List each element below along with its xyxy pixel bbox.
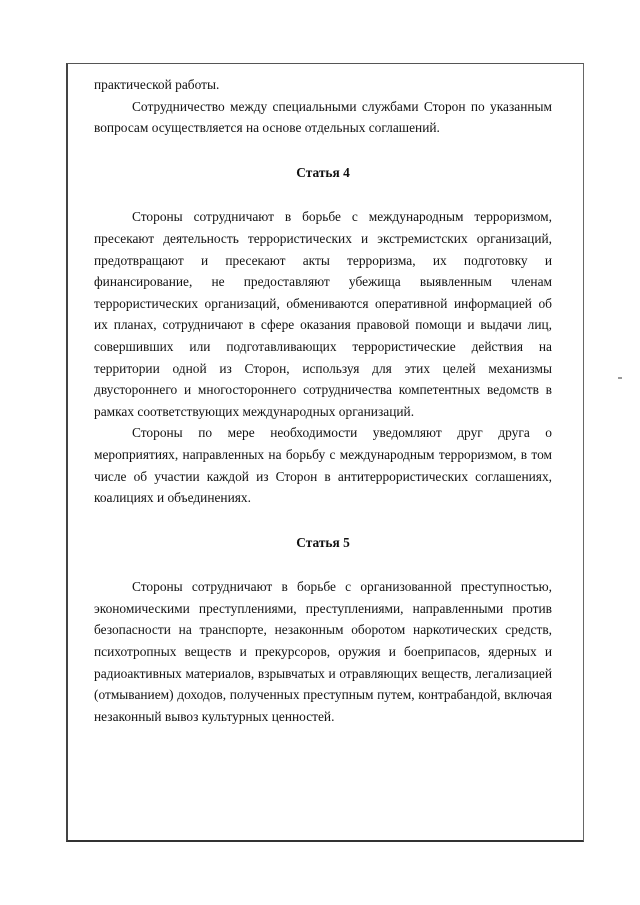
article-4-heading: Статья 4 xyxy=(296,164,350,180)
article-5-heading: Статья 5 xyxy=(296,534,350,550)
document-body xyxy=(94,74,552,727)
continuation-line: практической работы. xyxy=(94,77,220,92)
article-5-paragraph-1: Стороны сотрудничают в борьбе с организованной преступностью, экономическими преступлениями, преступлениями, направленными против безопасности на транспорте, незаконным оборотом наркотических средств, психотропных веществ и прекурсоров, оружия и боеприпасов, ядерных и радиоактивных материалов, взрывчатых и отравляющих веществ, легализацией (отмыванием) доходов, полученных преступным путем, контрабандой, включая незаконный вывоз культурных ценностей. xyxy=(94,579,552,724)
cooperation-paragraph: Сотрудничество между специальными службами Сторон по указанным вопросам осуществляется на основе отдельных соглашений. xyxy=(94,98,552,136)
article-4-paragraph-2: Стороны по мере необходимости уведомляют друг друга о мероприятиях, направленных на борьбу с международным терроризмом, в том числе об участии каждой из Сторон в антитеррористических соглашениях, коалициях и объединениях. xyxy=(94,425,552,506)
article-4-paragraph-1: Стороны сотрудничают в борьбе с международным терроризмом, пресекают деятельность террористических и экстремистских организаций, предотвращают и пресекают акты терроризма, их подготовку и финансирование, не предоставляют убежища выявленным членам террористических организаций, обмениваются оперативной информацией об их планах, сотрудничают в сфере оказания правовой помощи и выдачи лиц, совершивших или подготавливающих террористические действия на территории одной из Сторон, используя для этих целей механизмы двустороннего и многостороннего сотрудничества компетентных ведомств в рамках соответствующих международных организаций. xyxy=(94,209,552,419)
scan-speck xyxy=(618,377,622,379)
